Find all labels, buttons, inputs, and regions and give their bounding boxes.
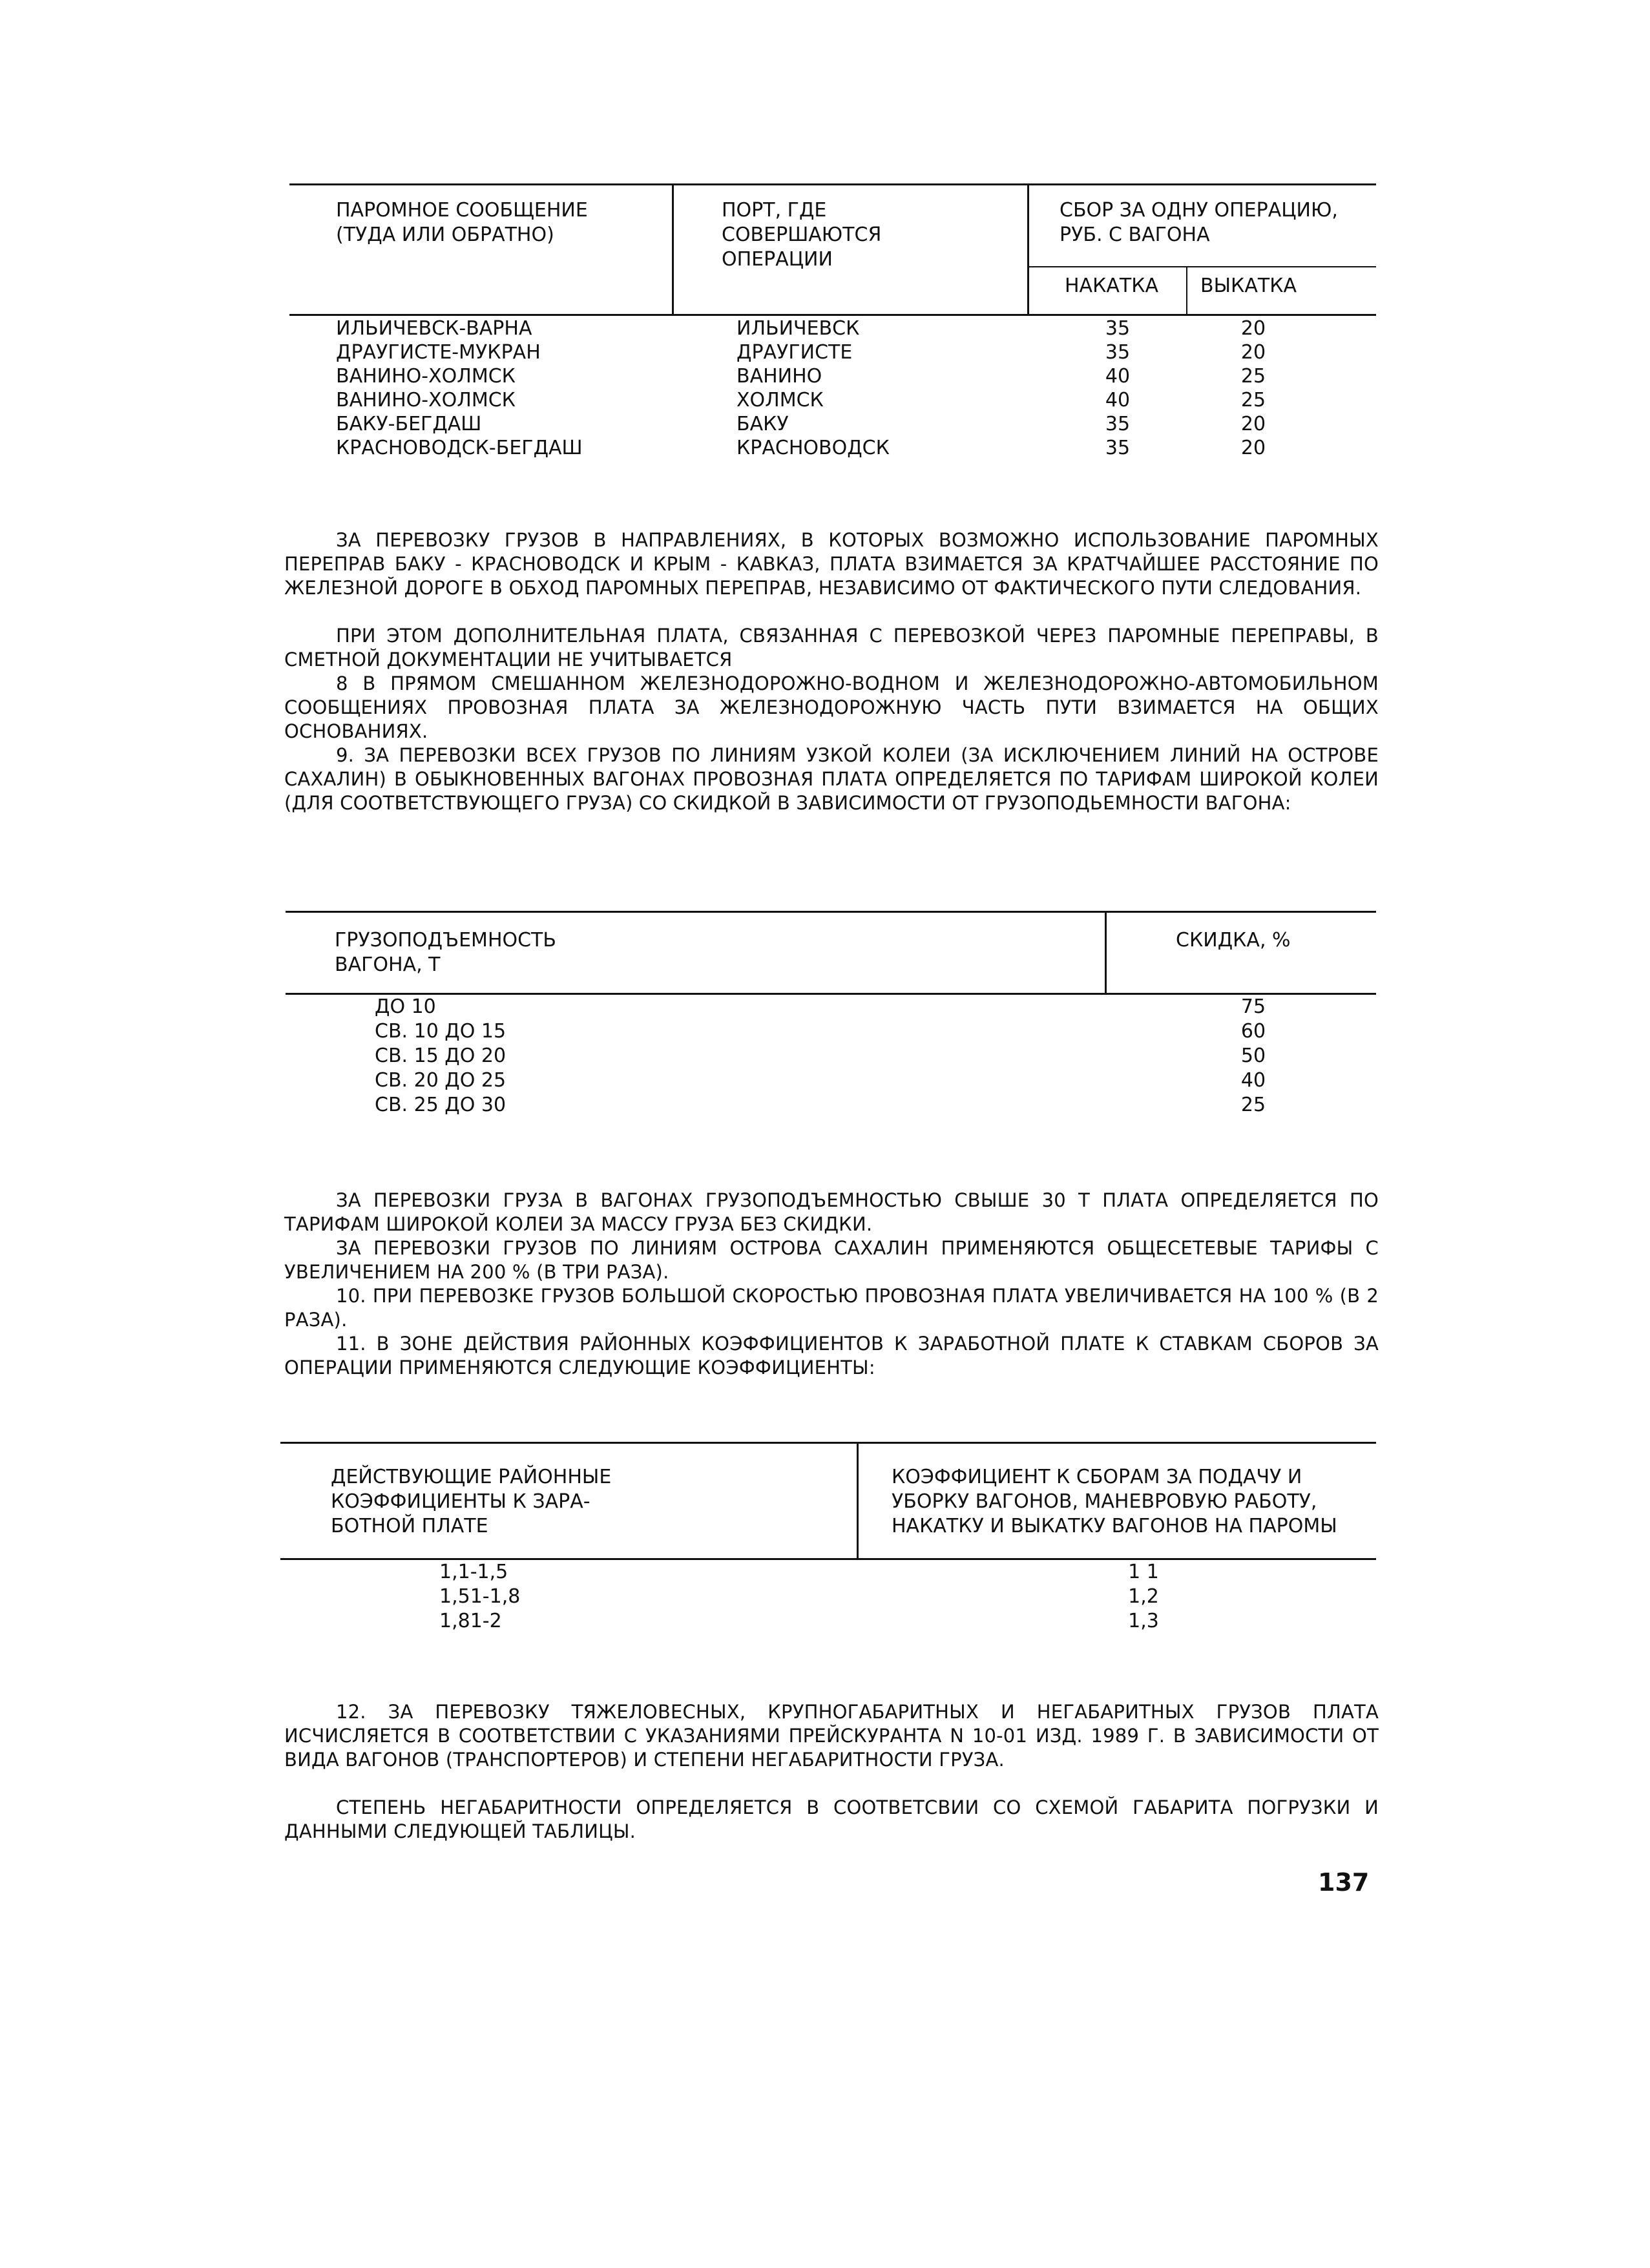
table3-top-rule <box>280 1442 1376 1444</box>
table2-header-bottom-rule <box>286 993 1376 995</box>
rolloff-cell: 25 <box>1240 389 1266 411</box>
capacity-cell: СВ. 15 ДО 20 <box>375 1045 506 1067</box>
port-cell: КРАСНОВОДСК <box>736 437 890 459</box>
paragraph-sakhalin: ЗА ПЕРЕВОЗКИ ГРУЗОВ ПО ЛИНИЯМ ОСТРОВА САХАЛИН ПРИМЕНЯЮТСЯ ОБЩЕСЕТЕВЫЕ ТАРИФЫ С УВЕЛИЧЕНИЕМ НА 200 % (В ТРИ РАЗА). <box>284 1237 1379 1283</box>
table3-header-regional: ДЕЙСТВУЮЩИЕ РАЙОННЫЕ КОЭФФИЦИЕНТЫ К ЗАРА- БОТНОЙ ПЛАТЕ <box>331 1466 612 1537</box>
rollon-cell: 40 <box>1105 365 1131 388</box>
route-cell: ИЛЬИЧЕВСК-ВАРНА <box>336 317 532 340</box>
rolloff-cell: 20 <box>1240 413 1266 435</box>
route-cell: КРАСНОВОДСК-БЕГДАШ <box>336 437 583 459</box>
paragraph-ferry-shortest-distance: ЗА ПЕРЕВОЗКУ ГРУЗОВ В НАПРАВЛЕНИЯХ, В КОТОРЫХ ВОЗМОЖНО ИСПОЛЬЗОВАНИЕ ПАРОМНЫХ ПЕРЕПРАВ БАКУ - КРАСНОВОДСК И КРЫМ - КАВКАЗ, ПЛАТА ВЗИМАЕТСЯ ЗА КРАТЧАЙШЕЕ РАССТОЯНИЕ ПО ЖЕЛЕЗНОЙ ДОРОГЕ В ОБХОД ПАРОМНЫХ ПЕРЕПРАВ, НЕЗАВИСИМО ОТ ФАКТИЧЕСКОГО ПУТИ СЛЕДОВАНИЯ. <box>284 529 1379 599</box>
table1-header-fee: СБОР ЗА ОДНУ ОПЕРАЦИЮ, РУБ. С ВАГОНА <box>1060 199 1338 246</box>
table1-header-rolloff: ВЫКАТКА <box>1200 275 1297 297</box>
table2-top-rule <box>286 911 1376 913</box>
route-cell: ДРАУГИСТЕ-МУКРАН <box>336 341 541 364</box>
route-cell: БАКУ-БЕГДАШ <box>336 413 482 435</box>
coef-cell: 1 1 <box>1128 1561 1159 1583</box>
rolloff-cell: 20 <box>1240 341 1266 364</box>
rolloff-cell: 25 <box>1240 365 1266 388</box>
rollon-cell: 40 <box>1105 389 1131 411</box>
discount-cell: 25 <box>1240 1094 1266 1116</box>
paragraph-ferry-extra-fee: ПРИ ЭТОМ ДОПОЛНИТЕЛЬНАЯ ПЛАТА, СВЯЗАННАЯ С ПЕРЕВОЗКОЙ ЧЕРЕЗ ПАРОМНЫЕ ПЕРЕПРАВЫ, В СМЕТНОЙ ДОКУМЕНТАЦИИ НЕ УЧИТЫВАЕТСЯ <box>284 625 1379 671</box>
port-cell: ДРАУГИСТЕ <box>736 341 853 364</box>
capacity-cell: СВ. 10 ДО 15 <box>375 1020 506 1043</box>
paragraph-oversize-degree: СТЕПЕНЬ НЕГАБАРИТНОСТИ ОПРЕДЕЛЯЕТСЯ В СООТВЕТСВИИ СО СХЕМОЙ ГАБАРИТА ПОГРУЗКИ И ДАННЫМИ СЛЕДУЮЩЕЙ ТАБЛИЦЫ. <box>284 1796 1379 1842</box>
table1-header-bottom-rule <box>289 314 1376 316</box>
table1-subheader-rule <box>1029 266 1376 267</box>
capacity-cell: ДО 10 <box>375 995 436 1018</box>
rollon-cell: 35 <box>1105 317 1131 340</box>
table1-top-rule <box>289 183 1376 185</box>
coef-cell: 1,3 <box>1128 1610 1159 1632</box>
port-cell: ВАНИНО <box>736 365 822 388</box>
table3-divider <box>857 1444 859 1559</box>
paragraph-item-11: 11. В ЗОНЕ ДЕЙСТВИЯ РАЙОННЫХ КОЭФФИЦИЕНТОВ К ЗАРАБОТНОЙ ПЛАТЕ К СТАВКАМ СБОРОВ ЗА ОПЕРАЦИИ ПРИМЕНЯЮТСЯ СЛЕДУЮЩИЕ КОЭФФИЦИЕНТЫ: <box>284 1333 1379 1378</box>
port-cell: ИЛЬИЧЕВСК <box>736 317 860 340</box>
rolloff-cell: 20 <box>1240 437 1266 459</box>
table1-header-port: ПОРТ, ГДЕ СОВЕРШАЮТСЯ ОПЕРАЦИИ <box>722 199 882 271</box>
table1-header-route: ПАРОМНОЕ СООБЩЕНИЕ (ТУДА ИЛИ ОБРАТНО) <box>336 199 588 246</box>
table2-header-discount: СКИДКА, % <box>1176 929 1291 952</box>
table1-divider-1 <box>672 185 674 315</box>
route-cell: ВАНИНО-ХОЛМСК <box>336 365 516 388</box>
rollon-cell: 35 <box>1105 437 1131 459</box>
paragraph-item-12: 12. ЗА ПЕРЕВОЗКУ ТЯЖЕЛОВЕСНЫХ, КРУПНОГАБАРИТНЫХ И НЕГАБАРИТНЫХ ГРУЗОВ ПЛАТА ИСЧИСЛЯЕТСЯ В СООТВЕТСТВИИ С УКАЗАНИЯМИ ПРЕЙСКУРАНТА N 10-01 ИЗД. 1989 Г. В ЗАВИСИМОСТИ ОТ ВИДА ВАГОНОВ (ТРАНСПОРТЕРОВ) И СТЕПЕНИ НЕГАБАРИТНОСТИ ГРУЗА. <box>284 1701 1379 1771</box>
paragraph-over-30t: ЗА ПЕРЕВОЗКИ ГРУЗА В ВАГОНАХ ГРУЗОПОДЪЕМНОСТЬЮ СВЫШЕ 30 Т ПЛАТА ОПРЕДЕЛЯЕТСЯ ПО ТАРИФАМ ШИРОКОЙ КОЛЕИ ЗА МАССУ ГРУЗА БЕЗ СКИДКИ. <box>284 1189 1379 1235</box>
table2-header-capacity: ГРУЗОПОДЪЕМНОСТЬ ВАГОНА, Т <box>335 929 556 976</box>
regional-cell: 1,51-1,8 <box>439 1585 521 1608</box>
paragraph-item-8: 8 В ПРЯМОМ СМЕШАННОМ ЖЕЛЕЗНОДОРОЖНО-ВОДНОМ И ЖЕЛЕЗНОДОРОЖНО-АВТОМОБИЛЬНОМ СООБЩЕНИЯХ ПРОВОЗНАЯ ПЛАТА ЗА ЖЕЛЕЗНОДОРОЖНУЮ ЧАСТЬ ПУТИ ВЗИМАЕТСЯ НА ОБЩИХ ОСНОВАНИЯХ. <box>284 672 1379 742</box>
rolloff-cell: 20 <box>1240 317 1266 340</box>
capacity-cell: СВ. 25 ДО 30 <box>375 1094 506 1116</box>
page-number: 137 <box>1318 1868 1370 1897</box>
table1-subdivider <box>1186 267 1187 315</box>
port-cell: БАКУ <box>736 413 789 435</box>
table1-header-rollon: НАКАТКА <box>1065 275 1159 297</box>
discount-cell: 75 <box>1240 995 1266 1018</box>
table3-header-coef: КОЭФФИЦИЕНТ К СБОРАМ ЗА ПОДАЧУ И УБОРКУ ВАГОНОВ, МАНЕВРОВУЮ РАБОТУ, НАКАТКУ И ВЫКАТКУ ВАГОНОВ НА ПАРОМЫ <box>892 1466 1337 1537</box>
coef-cell: 1,2 <box>1128 1585 1159 1608</box>
regional-cell: 1,1-1,5 <box>439 1561 508 1583</box>
paragraph-item-10: 10. ПРИ ПЕРЕВОЗКЕ ГРУЗОВ БОЛЬШОЙ СКОРОСТЬЮ ПРОВОЗНАЯ ПЛАТА УВЕЛИЧИВАЕТСЯ НА 100 % (В 2 РАЗА). <box>284 1285 1379 1331</box>
capacity-cell: СВ. 20 ДО 25 <box>375 1069 506 1092</box>
discount-cell: 40 <box>1240 1069 1266 1092</box>
table2-divider <box>1105 913 1107 994</box>
paragraph-item-9: 9. ЗА ПЕРЕВОЗКИ ВСЕХ ГРУЗОВ ПО ЛИНИЯМ УЗКОЙ КОЛЕИ (ЗА ИСКЛЮЧЕНИЕМ ЛИНИЙ НА ОСТРОВЕ САХАЛИН) В ОБЫКНОВЕННЫХ ВАГОНАХ ПРОВОЗНАЯ ПЛАТА ОПРЕДЕЛЯЕТСЯ ПО ТАРИФАМ ШИРОКОЙ КОЛЕИ (ДЛЯ СООТВЕТСТВУЮЩЕГО ГРУЗА) СО СКИДКОЙ В ЗАВИСИМОСТИ ОТ ГРУЗОПОДЬЕМНОСТИ ВАГОНА: <box>284 744 1379 814</box>
discount-cell: 60 <box>1240 1020 1266 1043</box>
regional-cell: 1,81-2 <box>439 1610 502 1632</box>
discount-cell: 50 <box>1240 1045 1266 1067</box>
port-cell: ХОЛМСК <box>736 389 824 411</box>
table1-divider-2 <box>1027 185 1029 315</box>
route-cell: ВАНИНО-ХОЛМСК <box>336 389 516 411</box>
rollon-cell: 35 <box>1105 341 1131 364</box>
rollon-cell: 35 <box>1105 413 1131 435</box>
